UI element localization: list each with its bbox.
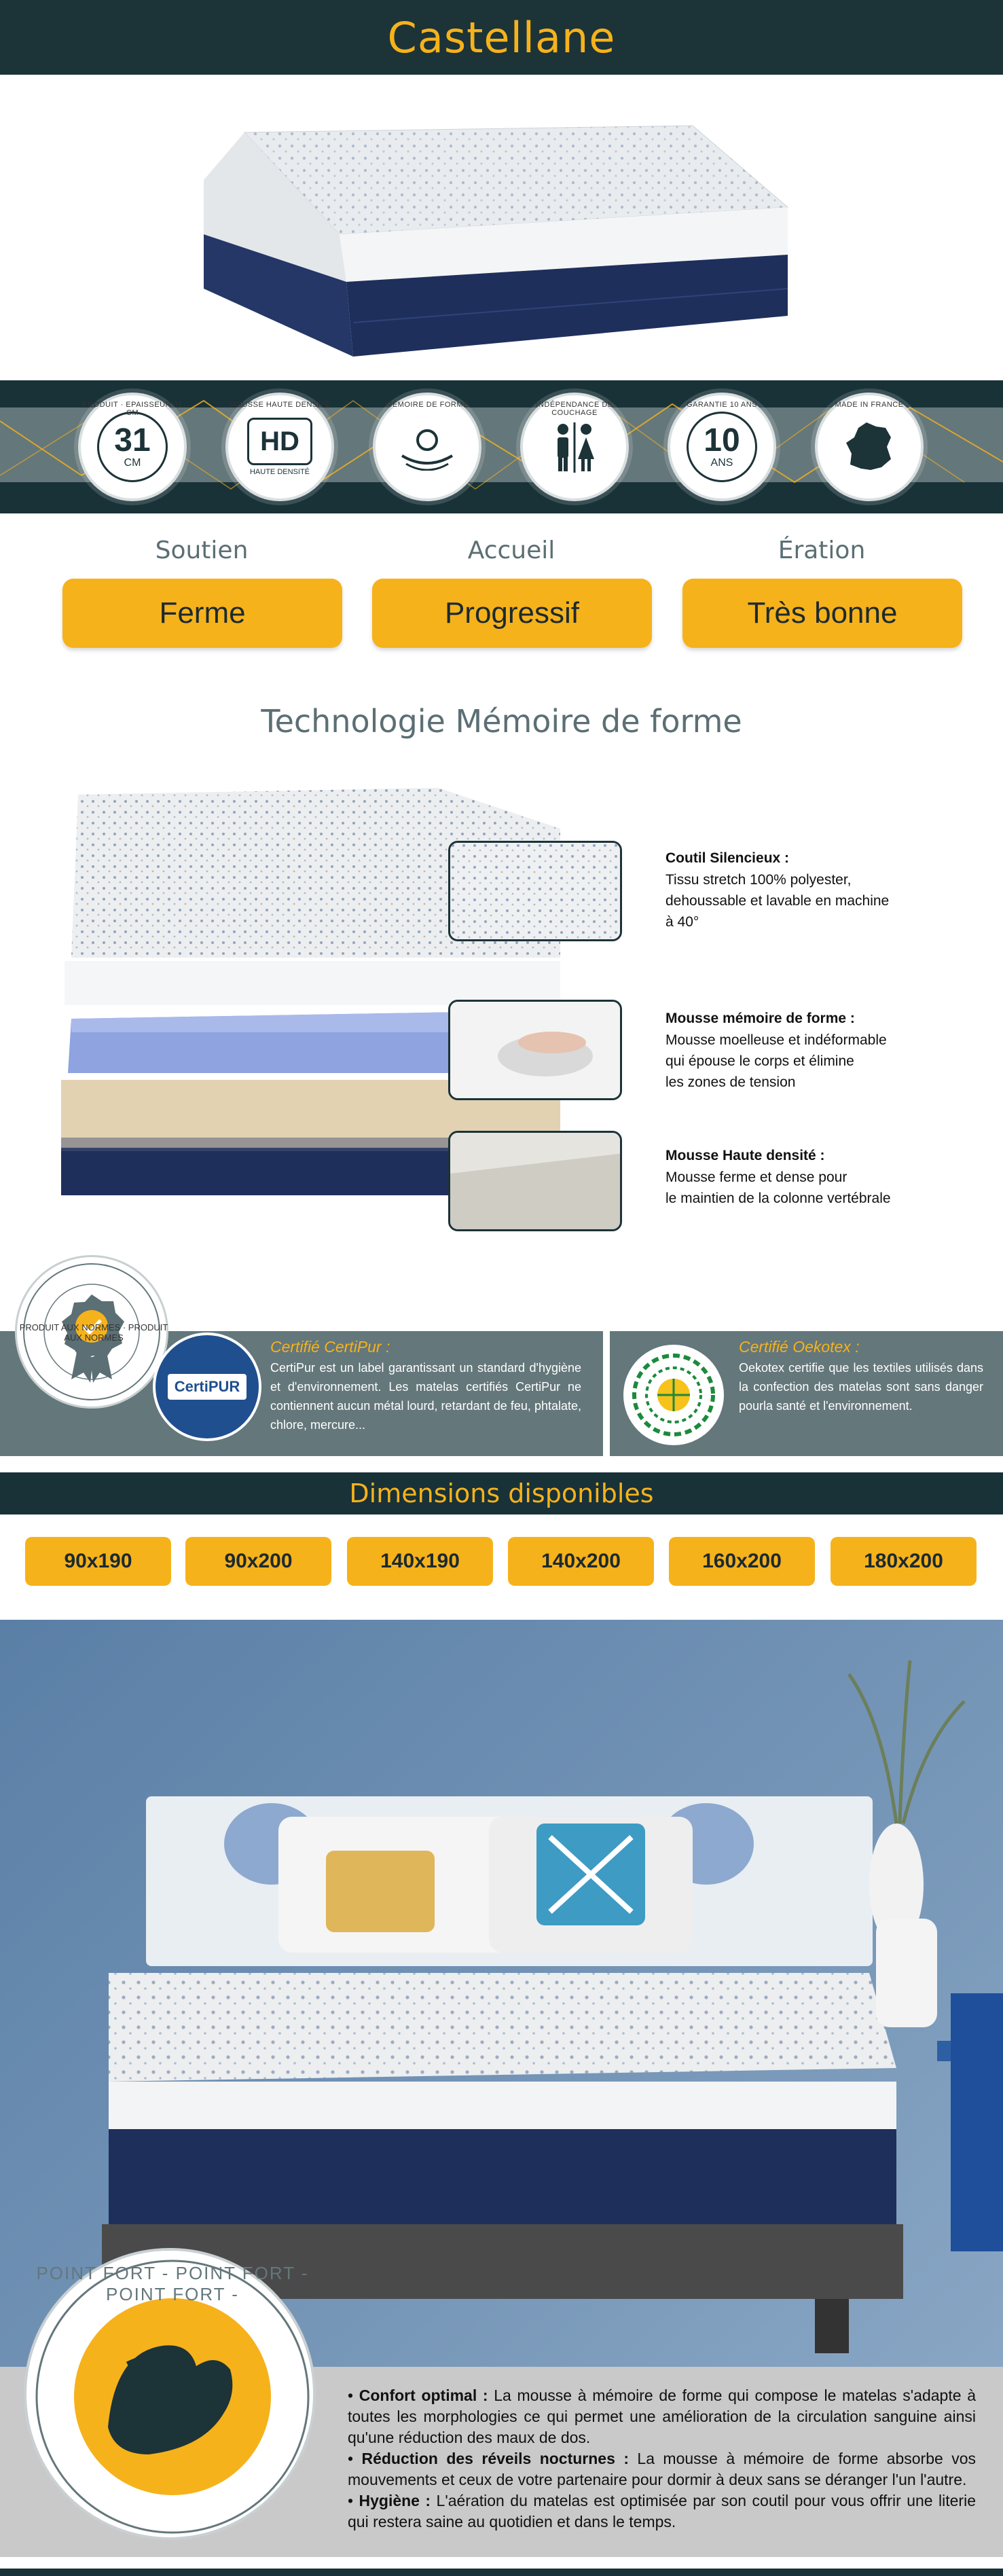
badge-memory-foam bbox=[373, 393, 481, 501]
seal-ring-text: PRODUIT AUX NORMES · PRODUIT AUX NORMES bbox=[19, 1322, 168, 1343]
norms-seal bbox=[15, 1255, 168, 1409]
layer-desc-line: Tissu stretch 100% polyester, bbox=[665, 872, 852, 888]
layer-desc-memory-foam bbox=[665, 1030, 951, 1093]
certipur-logo bbox=[153, 1332, 261, 1441]
benefit-title: Confort optimal : bbox=[359, 2387, 488, 2404]
high-density-foam-image bbox=[450, 1133, 622, 1231]
layer-desc-line: les zones de tension bbox=[665, 1074, 796, 1090]
hand-imprint-image bbox=[450, 1002, 622, 1100]
benefit-title: Hygiène : bbox=[359, 2492, 431, 2509]
badge-unit: HAUTE DENSITÉ bbox=[249, 468, 310, 476]
badge-value: HD bbox=[260, 427, 299, 456]
layer-zoom-memory-foam bbox=[448, 1000, 622, 1100]
oekotex-text: Oekotex certifie que les textiles utilisés dans la confection des matelas sont sans danger pourla santé et l'environnement. bbox=[739, 1361, 983, 1413]
memory-foam-icon bbox=[397, 423, 458, 471]
oekotex-flower-icon bbox=[630, 1351, 718, 1439]
badge-independence bbox=[520, 393, 629, 501]
couple-icon bbox=[544, 420, 605, 474]
thickness-icon bbox=[97, 412, 168, 482]
layer-title-high-density: Mousse Haute densité : bbox=[665, 1148, 825, 1163]
layer-zoom-high-density bbox=[448, 1131, 622, 1231]
size-option-90x200[interactable]: 90x200 bbox=[185, 1537, 331, 1586]
benefit-title: Réduction des réveils nocturnes : bbox=[361, 2450, 629, 2467]
property-value-comfort: Progressif bbox=[372, 579, 652, 648]
badge-ring-text: MÉMOIRE DE FORME bbox=[386, 401, 469, 409]
badge-unit: ANS bbox=[710, 457, 733, 469]
benefit-item: • Hygiène : L'aération du matelas est optimisée par son coutil pour vous offrir une literie qui restera saine au quotidien et dans le temps. bbox=[348, 2492, 976, 2530]
benefit-item: • Réduction des réveils nocturnes : La mousse à mémoire de forme absorbe vos mouvements et ceux de votre partenaire pour dormir à deux sans se déranger l'un l'autre. bbox=[348, 2450, 976, 2488]
badge-warranty bbox=[668, 393, 776, 501]
benefit-item: • Confort optimal : La mousse à mémoire de forme qui compose le matelas s'adapte à toutes les morphologies ce qui permet une amélioration de la circulation sanguine ainsi qu'une réduction des maux de dos. bbox=[348, 2387, 976, 2446]
layer-title-ticking: Coutil Silencieux : bbox=[665, 850, 790, 866]
layer-desc-line: Mousse moelleuse et indéformable bbox=[665, 1032, 887, 1048]
layer-desc-high-density bbox=[665, 1167, 951, 1209]
layer-desc-line: dehoussable et lavable en machine bbox=[665, 893, 890, 909]
hd-icon bbox=[247, 418, 312, 465]
property-label-support: Soutien bbox=[155, 537, 249, 564]
badge-made-in-france bbox=[815, 393, 924, 501]
product-title: Castellane bbox=[387, 12, 616, 62]
layer-desc-line: Mousse ferme et dense pour bbox=[665, 1169, 847, 1185]
certipur-text: CertiPur est un label garantissant un standard d'hygiène et d'environnement. Les matelas certifiés CertiPur ne contiennent aucun métal lourd, retardant de feu, phtalate, chlore, mercure... bbox=[270, 1361, 581, 1432]
france-map-icon bbox=[842, 420, 896, 474]
warranty-icon bbox=[687, 412, 757, 482]
badge-value: 31 bbox=[114, 422, 151, 458]
badge-ring-text: PRODUIT · EPAISSEUR 31 CM bbox=[82, 401, 183, 417]
badge-unit: CM bbox=[124, 457, 141, 469]
benefit-text: L'aération du matelas est optimisée par son coutil pour vous offrir une literie qui restera saine au quotidien et dans le temps. bbox=[348, 2492, 976, 2530]
layer-title-memory-foam: Mousse mémoire de forme : bbox=[665, 1011, 855, 1026]
technology-title: Technologie Mémoire de forme bbox=[261, 703, 742, 740]
size-option-140x190[interactable]: 140x190 bbox=[347, 1537, 493, 1586]
layer-desc-line: qui épouse le corps et élimine bbox=[665, 1053, 854, 1069]
layer-zoom-ticking bbox=[448, 841, 622, 941]
badge-value: 10 bbox=[704, 422, 740, 458]
badge-ring-text: INDÉPENDANCE DE COUCHAGE bbox=[536, 401, 613, 417]
certipur-logo-text: CertiPUR bbox=[168, 1374, 247, 1400]
property-label-aeration: Ération bbox=[778, 537, 866, 564]
property-label-comfort: Accueil bbox=[467, 537, 555, 564]
size-option-180x200[interactable]: 180x200 bbox=[831, 1537, 977, 1586]
size-option-90x190[interactable]: 90x190 bbox=[25, 1537, 171, 1586]
benefit-text: La mousse à mémoire de forme absorbe vos mouvements et ceux de votre partenaire pour dormir à deux sans se déranger l'un l'autre. bbox=[348, 2450, 976, 2488]
oekotex-logo bbox=[623, 1345, 724, 1445]
size-option-160x200[interactable]: 160x200 bbox=[669, 1537, 815, 1586]
mattress-image bbox=[204, 119, 795, 363]
benefit-text: La mousse à mémoire de forme qui compose le matelas s'adapte à toutes les morphologies ce qui permet une amélioration de la circulation sanguine ainsi qu'une réduction des maux de dos. bbox=[348, 2387, 976, 2446]
layer-desc-line: à 40° bbox=[665, 914, 699, 930]
badge-ring-text: MADE IN FRANCE bbox=[835, 401, 904, 409]
badge-ring-text: MOUSSE HAUTE DENSITÉ bbox=[229, 401, 331, 409]
point-fort-seal bbox=[24, 2248, 316, 2540]
badge-ring-text: GARANTIE 10 ANS bbox=[686, 401, 758, 409]
dimensions-title: Dimensions disponibles bbox=[349, 1479, 654, 1508]
dimensions-header bbox=[0, 1472, 1003, 1514]
property-value-aeration: Très bonne bbox=[682, 579, 962, 648]
footer-bar bbox=[0, 2569, 1003, 2576]
certipur-title: Certifié CertiPur : bbox=[270, 1338, 390, 1356]
oekotex-title: Certifié Oekotex : bbox=[739, 1338, 860, 1356]
ticking-texture bbox=[450, 843, 622, 941]
property-value-support: Ferme bbox=[62, 579, 342, 648]
layer-desc-line: le maintien de la colonne vertébrale bbox=[665, 1191, 891, 1206]
point-fort-ring-text: POINT FORT - POINT FORT - POINT FORT - bbox=[36, 2263, 309, 2304]
benefits-list bbox=[348, 2385, 976, 2533]
layer-desc-ticking bbox=[665, 869, 951, 932]
page-header bbox=[0, 0, 1003, 75]
size-option-140x200[interactable]: 140x200 bbox=[508, 1537, 654, 1586]
badge-high-density bbox=[225, 393, 334, 501]
badge-thickness bbox=[78, 393, 187, 501]
